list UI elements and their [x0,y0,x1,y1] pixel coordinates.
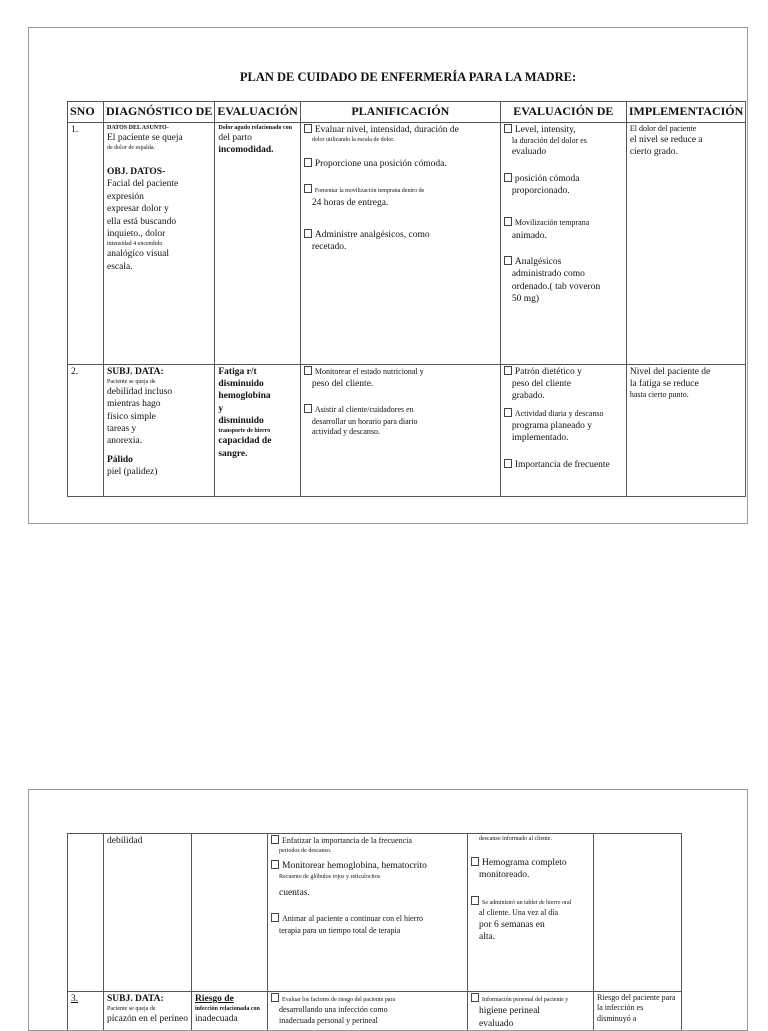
text-line: Dolor agudo relacionado con [218,124,296,132]
text-line: Información personal del paciente y [482,997,568,1003]
header-implementation: IMPLEMENTACIÓN [626,102,745,123]
text-line: intensidad 4 encendido [107,240,211,248]
checkbox-icon [304,366,312,375]
text-line: 50 mg) [504,293,623,305]
text-line: ordenado.( tab voveron [504,281,623,293]
text-line: periodos de descanso. [271,847,464,855]
checkbox-icon [504,408,512,417]
text-line: expresar dolor y [107,203,211,215]
text-line: el nivel se reduce a [630,134,742,146]
table-header-row [68,102,746,123]
checkbox-icon [471,993,479,1002]
text-line: Nivel del paciente de [630,366,742,378]
text-line: Facial del paciente [107,178,211,190]
text-line: Movilización temprana [515,218,589,227]
text-line: mientras hago [107,398,211,410]
text-line: monitoreado. [471,869,590,881]
text-line: peso del cliente [504,378,623,390]
checkbox-icon [304,158,312,167]
implementation-cell [594,992,682,1031]
checkbox-icon [271,993,279,1002]
text-line: desarrollar un horario para diario [304,417,497,427]
text-line: inadecuada personal y perineal [271,1016,464,1026]
text-line: Evaluar nivel, intensidad, duración de [315,125,459,135]
text-line: Level, intensity, [515,125,576,135]
text-line: proporcionado. [504,185,623,197]
implementation-cell [626,364,745,496]
text-line: expresión [107,191,211,203]
text-line: debilidad incluso [107,386,211,398]
header-sno: SNO [68,102,104,123]
text-line: evaluado [504,146,623,158]
planning-cell [268,992,468,1031]
evaluation-of-cell [500,364,626,496]
text-line: Asistir al cliente/cuidadores en [315,405,414,414]
text-line: peso del cliente. [304,378,497,390]
table-row [68,122,746,364]
checkbox-icon [504,173,512,182]
implementation-cell [626,122,745,364]
text-line: programa planeado y [504,420,623,432]
sno-cell: 2. [68,364,104,496]
evaluation-cell [215,364,300,496]
text-line: terapia para un tiempo total de terapia [271,926,464,936]
text-line: Se administró un tablet de hierro oral [482,900,571,906]
text-line: Animar al paciente a continuar con el hierro [282,914,423,923]
checkbox-icon [504,217,512,226]
checkbox-icon [504,256,512,265]
text-line: ella está buscando [107,216,211,228]
implementation-cell [594,834,682,992]
planning-cell [300,364,500,496]
checkbox-icon [504,124,512,133]
text-line: Paciente se queja de [107,1005,188,1013]
planning-cell [300,122,500,364]
document-page-1 [28,27,748,524]
evaluation-of-cell [500,122,626,364]
planning-cell [268,834,468,992]
text-line: cuentas. [271,887,464,899]
text-line: picazón en el perineo [107,1013,188,1025]
text-line: inquieto., dolor [107,228,211,240]
text-line: de dolor de espalda. [107,144,211,152]
text-line: Fomentar la movilización temprana dentro de [315,188,424,194]
diagnosis-cell [104,122,215,364]
text-line: disminuido [218,415,296,427]
text-line: del parto [218,132,296,144]
text-line: debilidad [107,835,188,847]
text-line: piel (palidez) [107,466,211,478]
text-line: Actividad diaria y descanso [515,409,604,418]
sno-cell [68,834,104,992]
text-line: alta. [471,931,590,943]
table-row [68,992,682,1031]
text-line: Riesgo de [195,993,264,1005]
text-line: físico simple [107,411,211,423]
text-line: inadecuada [195,1013,264,1025]
text-line: transporte de hierro [218,427,296,435]
text-line: animado. [504,230,623,242]
text-line: anorexia. [107,435,211,447]
text-line: DATOS DEL ASUNTO- [107,124,211,132]
text-line: y [218,403,296,415]
checkbox-icon [271,835,279,844]
text-line: higiene perineal [471,1005,590,1017]
checkbox-icon [271,913,279,922]
text-line: Analgésicos [515,257,561,267]
checkbox-icon [304,404,312,413]
text-line: 3. [71,994,78,1004]
header-evaluation: EVALUACIÓN [215,102,300,123]
text-line: sangre. [218,448,296,460]
text-line: OBJ. DATOS- [107,166,211,178]
text-line: analógico visual [107,248,211,260]
evaluation-cell [215,122,300,364]
text-line: escala. [107,261,211,273]
text-line: Enfatizar la importancia de la frecuencia [282,836,412,845]
evaluation-cell [192,834,268,992]
text-line: Proporcione una posición cómoda. [315,159,447,169]
text-line: 24 horas de entrega. [304,197,497,209]
text-line: dolor utilizando la escala de dolor. [304,136,497,144]
text-line: actividad y descanso. [304,427,497,437]
text-line: Monitorear el estado nutricional y [315,367,424,376]
checkbox-icon [304,124,312,133]
checkbox-icon [304,184,312,193]
text-line: posición cómoda [515,174,580,184]
text-line: hasta cierto punto. [630,390,742,400]
text-line: capacidad de [218,435,296,447]
checkbox-icon [504,366,512,375]
text-line: cierto grado. [630,146,742,158]
care-plan-table [67,101,746,497]
text-line: descanso informado al cliente. [471,835,590,843]
evaluation-of-cell [468,834,594,992]
text-line: la fatiga se reduce [630,378,742,390]
text-line: Riesgo del paciente para [597,993,678,1003]
checkbox-icon [304,229,312,238]
text-line: El dolor del paciente [630,124,742,134]
text-line: incomodidad. [218,144,296,156]
checkbox-icon [271,860,279,869]
checkbox-icon [471,857,479,866]
text-line: Fatiga r/t [218,366,296,378]
diagnosis-cell [104,992,192,1031]
text-line: Paciente se queja de [107,378,211,386]
text-line: infección relacionada con [195,1005,264,1013]
header-evaluation-of: EVALUACIÓN DE [500,102,626,123]
text-line: Evaluar los factores de riesgo del paciente para [282,997,395,1003]
header-diagnosis: DIAGNÓSTICO DE [104,102,215,123]
table-row [68,834,682,992]
text-line: SUBJ. DATA: [107,366,211,378]
text-line: Administre analgésicos, como [315,230,430,240]
text-line: Hemograma completo [482,858,567,868]
sno-cell [68,992,104,1031]
text-line: SUBJ. DATA: [107,993,188,1005]
text-line: disminuyó a [597,1014,678,1024]
text-line: Importancia de frecuente [515,460,610,470]
diagnosis-cell [104,834,192,992]
text-line: recetado. [304,241,497,253]
checkbox-icon [504,459,512,468]
evaluation-of-cell [468,992,594,1031]
text-line: Recuento de glóbulos rojos y reticulocitos [271,873,464,881]
care-plan-table-continued [67,833,682,1031]
text-line: por 6 semanas en [471,919,590,931]
document-page-2 [28,789,748,1031]
text-line: evaluado [471,1018,590,1030]
text-line: Pálido [107,454,211,466]
text-line: grabado. [504,390,623,402]
table-row [68,364,746,496]
text-line: hemoglobina [218,390,296,402]
text-line: desarrollando una infección como [271,1005,464,1015]
checkbox-icon [471,896,479,905]
header-planning: PLANIFICACIÓN [300,102,500,123]
text-line: implementado. [504,432,623,444]
page-title: PLAN DE CUIDADO DE ENFERMERÍA PARA LA MADRE: [29,70,747,85]
diagnosis-cell [104,364,215,496]
evaluation-cell [192,992,268,1031]
text-line: El paciente se queja [107,132,211,144]
text-line: Patrón dietético y [515,367,582,377]
text-line: la infección es [597,1003,678,1013]
text-line: administrado como [504,268,623,280]
text-line: tareas y [107,423,211,435]
text-line: al cliente. Una vez al día [471,908,590,918]
text-line: la duración del dolor es [504,136,623,146]
text-line: disminuido [218,378,296,390]
text-line: Monitorear hemoglobina, hematocrito [282,861,427,871]
sno-cell: 1. [68,122,104,364]
